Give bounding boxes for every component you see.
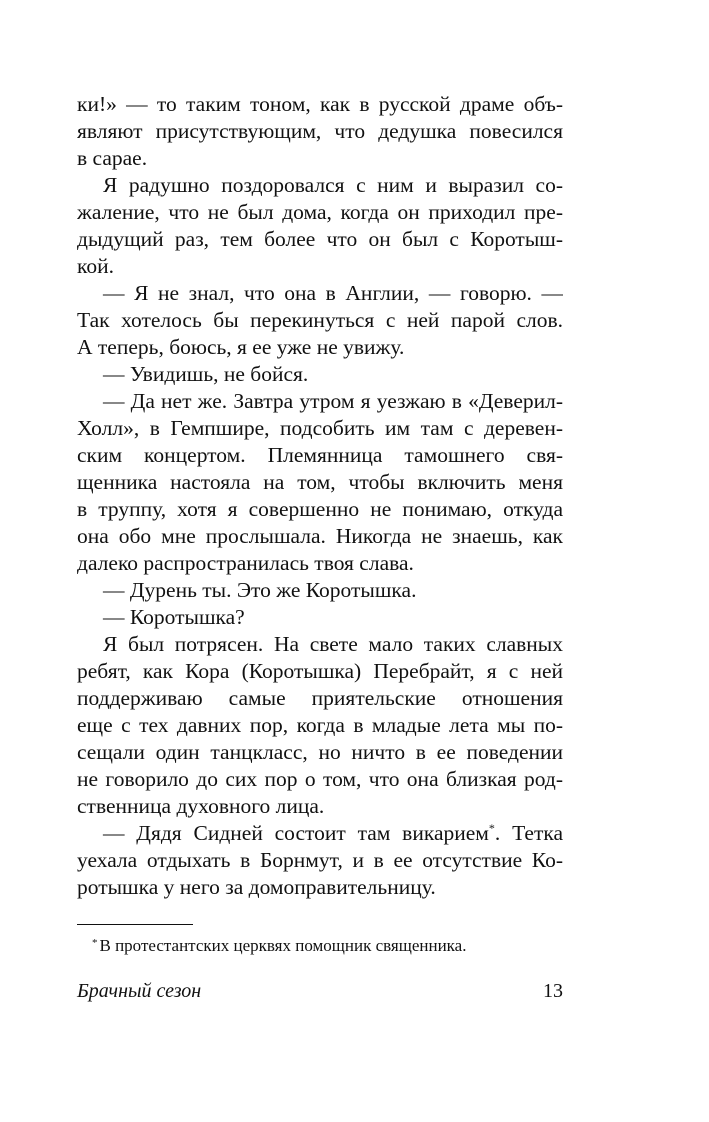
text-line: далеко распространилась твоя слава. (77, 551, 414, 575)
text-line: она обо мне прослышала. Никогда не знаешь, как (77, 524, 563, 548)
text-line: жаление, что не был дома, когда он приходил пре- (77, 200, 563, 224)
text-line: в сарае. (77, 146, 148, 170)
footnote (92, 932, 466, 957)
text-line: ребят, как Кора (Коротышка) Перебрайт, я с ней (77, 659, 563, 683)
footnote-mark: * (92, 937, 98, 949)
text-line: поддерживаю самые приятельские отношения (77, 686, 563, 710)
text-line: — Коротышка? (103, 605, 245, 629)
text-line: ки!» — то таким тоном, как в русской драме объ- (77, 92, 563, 116)
text-line: — Увидишь, не бойся. (103, 362, 309, 386)
footnote-text: В протестантских церквях помощник священника. (99, 936, 467, 955)
body-text (77, 91, 563, 901)
text-segment: . Тетка (494, 821, 563, 845)
text-line: — Да нет же. Завтра утром я уезжаю в «Деверил- (103, 389, 563, 413)
text-line: — Дурень ты. Это же Коротышка. (103, 578, 417, 602)
footnote-reference: * (488, 821, 495, 835)
text-line-with-footnote-ref (77, 820, 563, 847)
text-line: Я был потрясен. На свете мало таких славных (103, 632, 563, 656)
text-line: А теперь, боюсь, я ее уже не увижу. (77, 335, 405, 359)
page-number: 13 (543, 980, 563, 1002)
text-line: ственница духовного лица. (77, 794, 325, 818)
text-segment: — Дядя Сидней состоит там викарием (103, 821, 489, 845)
text-line: Так хотелось бы перекинуться с ней парой слов. (77, 308, 563, 332)
text-line: кой. (77, 254, 114, 278)
text-line: ротышка у него за домоправительницу. (77, 875, 436, 899)
text-line: сещали один танцкласс, но ничто в ее поведении (77, 740, 563, 764)
text-line: дыдущий раз, тем более что он был с Коротыш- (77, 227, 563, 251)
text-line: Я радушно поздоровался с ним и выразил со- (103, 173, 563, 197)
text-line: Холл», в Гемпшире, подсобить им там с деревен- (77, 416, 563, 440)
footnote-divider (77, 924, 193, 925)
text-line: еще с тех давних пор, когда в младые лета мы по- (77, 713, 563, 737)
text-line: являют присутствующим, что дедушка повесился (77, 119, 563, 143)
text-line: в труппу, хотя я совершенно не понимаю, откуда (77, 497, 563, 521)
text-line: — Я не знал, что она в Англии, — говорю. — (103, 281, 563, 305)
text-line: уехала отдыхать в Борнмут, и в ее отсутствие Ко- (77, 848, 563, 872)
text-line: не говорило до сих пор о том, что она близкая род- (77, 767, 563, 791)
text-line: ским концертом. Племянница тамошнего свя- (77, 443, 563, 467)
text-line: щенника настояла на том, чтобы включить меня (77, 470, 563, 494)
running-footer-title: Брачный сезон (77, 980, 202, 1002)
